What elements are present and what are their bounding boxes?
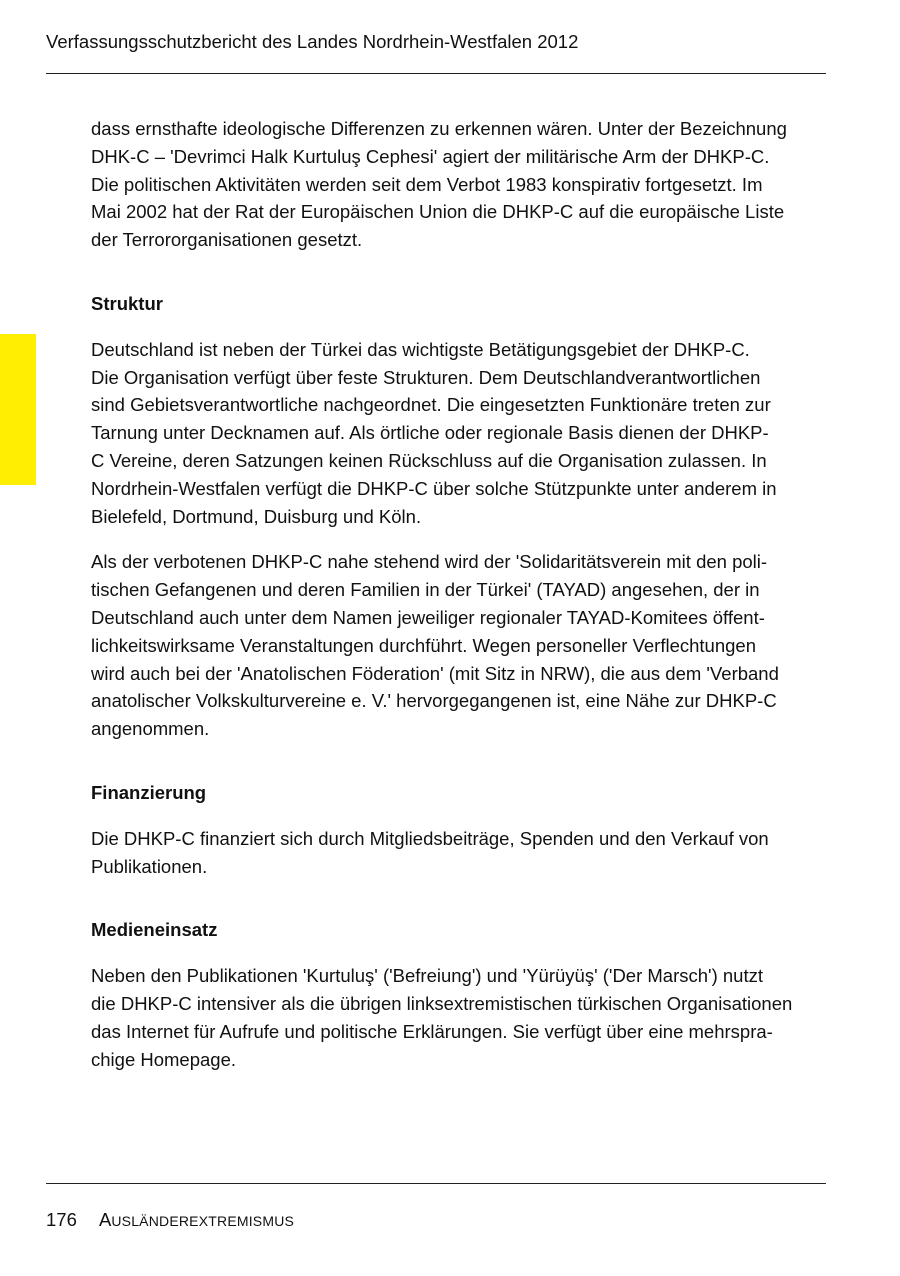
finanzierung-paragraph xyxy=(91,825,831,881)
text-line: Deutschland auch unter dem Namen jeweiliger regionaler TAYAD-Komitees öffent- xyxy=(91,606,765,628)
text-line: der Terrororganisationen gesetzt. xyxy=(91,229,363,251)
text-line: DHK-C – 'Devrimci Halk Kurtuluş Cephesi' agiert der militärische Arm der DHKP-C. xyxy=(91,145,770,167)
text-line: Als der verbotenen DHKP-C nahe stehend wird der 'Solidaritätsverein mit den poli- xyxy=(91,551,768,573)
text-line: anatolischer Volkskulturvereine e. V.' hervorgegangenen ist, eine Nähe zur DHKP-C xyxy=(91,690,777,712)
text-line: Die Organisation verfügt über feste Strukturen. Dem Deutschlandverantwortlichen xyxy=(91,366,761,388)
page-number: 176 xyxy=(46,1209,77,1230)
intro-paragraph xyxy=(91,115,831,254)
text-line: Mai 2002 hat der Rat der Europäischen Union die DHKP-C auf die europäische Liste xyxy=(91,201,785,223)
text-line: Publikationen. xyxy=(91,855,208,877)
text-line: dass ernsthafte ideologische Differenzen zu erkennen wären. Unter der Bezeichnung xyxy=(91,118,787,139)
struktur-paragraph-1 xyxy=(91,336,831,531)
text-line: C Vereine, deren Satzungen keinen Rückschluss auf die Organisation zulassen. In xyxy=(91,449,767,471)
page-header-title: Verfassungsschutzbericht des Landes Nordrhein-Westfalen 2012 xyxy=(46,31,579,52)
page-content xyxy=(91,115,831,1073)
text-line: lichkeitswirksame Veranstaltungen durchführt. Wegen personeller Verflechtungen xyxy=(91,634,757,656)
side-marker xyxy=(0,334,36,485)
header-rule xyxy=(46,73,826,74)
heading-finanzierung: Finanzierung xyxy=(91,781,207,803)
text-line: Die politischen Aktivitäten werden seit dem Verbot 1983 konspirativ fortgesetzt. Im xyxy=(91,173,763,195)
text-line: angenommen. xyxy=(91,718,210,740)
heading-struktur: Struktur xyxy=(91,292,163,314)
text-line: wird auch bei der 'Anatolischen Föderation' (mit Sitz in NRW), die aus dem 'Verband xyxy=(91,662,779,684)
text-line: die DHKP-C intensiver als die übrigen linksextremistischen türkischen Organisationen xyxy=(91,992,793,1014)
section-title-rest: USLÄNDEREXTREMISMUS xyxy=(111,1213,295,1229)
struktur-paragraph-2 xyxy=(91,548,831,743)
text-line: Neben den Publikationen 'Kurtuluş' ('Befreiung') und 'Yürüyüş' ('Der Marsch') nutzt xyxy=(91,965,763,987)
text-line: Deutschland ist neben der Türkei das wichtigste Betätigungsgebiet der DHKP-C. xyxy=(91,338,750,360)
text-line: chige Homepage. xyxy=(91,1048,237,1070)
section-title-initial: A xyxy=(99,1209,112,1230)
text-line: Die DHKP-C finanziert sich durch Mitgliedsbeiträge, Spenden und den Verkauf von xyxy=(91,827,769,849)
footer-rule xyxy=(46,1183,826,1184)
text-line: das Internet für Aufrufe und politische Erklärungen. Sie verfügt über eine mehrspra- xyxy=(91,1020,773,1042)
text-line: Tarnung unter Decknamen auf. Als örtliche oder regionale Basis dienen der DHKP- xyxy=(91,422,769,444)
text-line: Nordrhein-Westfalen verfügt die DHKP-C über solche Stützpunkte unter anderem in xyxy=(91,477,777,499)
text-line: Bielefeld, Dortmund, Duisburg und Köln. xyxy=(91,505,422,527)
heading-medieneinsatz: Medieneinsatz xyxy=(91,919,218,941)
text-line: sind Gebietsverantwortliche nachgeordnet. Die eingesetzten Funktionäre treten zur xyxy=(91,394,771,416)
section-title xyxy=(99,1209,294,1230)
text-line: tischen Gefangenen und deren Familien in der Türkei' (TAYAD) angesehen, der in xyxy=(91,579,760,601)
page-footer xyxy=(46,1208,294,1233)
medieneinsatz-paragraph xyxy=(91,962,831,1073)
